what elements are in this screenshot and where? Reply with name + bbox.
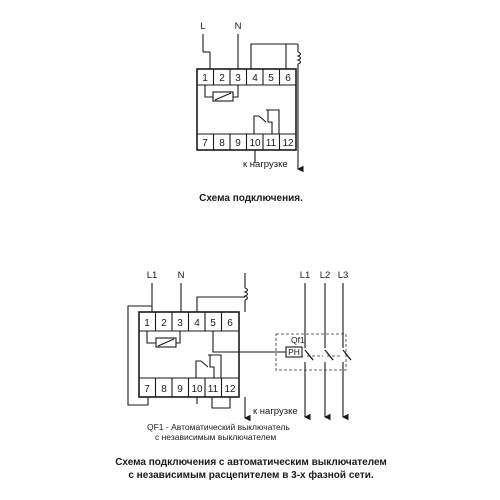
d2-terminal-bottom: 10 xyxy=(191,384,203,395)
d2-phase-label: L1 xyxy=(146,270,158,281)
d1-coil-symbol xyxy=(298,52,301,64)
d1-terminal-top: 6 xyxy=(285,73,291,84)
d2-coil-symbol xyxy=(245,288,248,300)
d2-caption-line1: Схема подключения с автоматическим выключателем xyxy=(115,457,387,468)
d2-terminal-bottom: 12 xyxy=(224,384,236,395)
d2-terminal-top: 1 xyxy=(144,318,150,329)
d2-terminal-bottom: 7 xyxy=(144,384,150,395)
d2-terminal-bottom: 8 xyxy=(161,384,167,395)
d1-terminal-bottom: 11 xyxy=(265,138,277,149)
d1-terminal-top: 1 xyxy=(202,73,208,84)
d2-line-label: L1 xyxy=(299,270,311,281)
d2-line-label: L3 xyxy=(337,270,349,281)
d1-terminal-top: 2 xyxy=(219,73,225,84)
d1-caption: Схема подключения. xyxy=(199,193,303,204)
d1-terminal-bottom: 8 xyxy=(219,138,225,149)
d1-terminal-top: 3 xyxy=(235,73,241,84)
d2-ph-label: PH xyxy=(288,347,300,357)
d2-terminal-bottom: 9 xyxy=(177,384,183,395)
d1-terminal-bottom: 12 xyxy=(282,138,294,149)
d1-neutral-label: N xyxy=(234,21,242,32)
d1-phase-label: L xyxy=(200,21,206,32)
d2-load-label: к нагрузке xyxy=(253,406,298,417)
d2-terminal-top: 5 xyxy=(210,318,216,329)
d2-caption-line2: с независимым расцепителем в 3-х фазной сети. xyxy=(128,470,374,481)
d1-terminal-top: 5 xyxy=(268,73,274,84)
d2-terminal-top: 6 xyxy=(227,318,233,329)
diagram-1 xyxy=(197,21,303,204)
d2-line-label: L2 xyxy=(319,270,331,281)
d2-terminal-top: 3 xyxy=(177,318,183,329)
d1-terminal-top: 4 xyxy=(252,73,258,84)
d2-qf-label: Qf1 xyxy=(291,335,305,345)
d1-load-label: к нагрузке xyxy=(243,159,288,170)
d2-terminal-top: 4 xyxy=(194,318,200,329)
d2-terminal-top: 2 xyxy=(161,318,167,329)
d2-note-line2: с независимым выключателем xyxy=(155,432,277,442)
d1-terminal-bottom: 10 xyxy=(249,138,261,149)
d2-terminal-bottom: 11 xyxy=(207,384,219,395)
d2-neutral-label: N xyxy=(177,270,185,281)
d2-contact-icon xyxy=(201,361,208,367)
d1-terminal-bottom: 9 xyxy=(235,138,241,149)
d1-bridge-wire xyxy=(251,44,298,69)
d1-terminal-bottom: 7 xyxy=(202,138,208,149)
d2-note-line1: QF1 - Автоматический выключатель xyxy=(147,422,290,432)
diagram-2 xyxy=(115,270,387,481)
d1-contact-icon xyxy=(259,116,266,122)
